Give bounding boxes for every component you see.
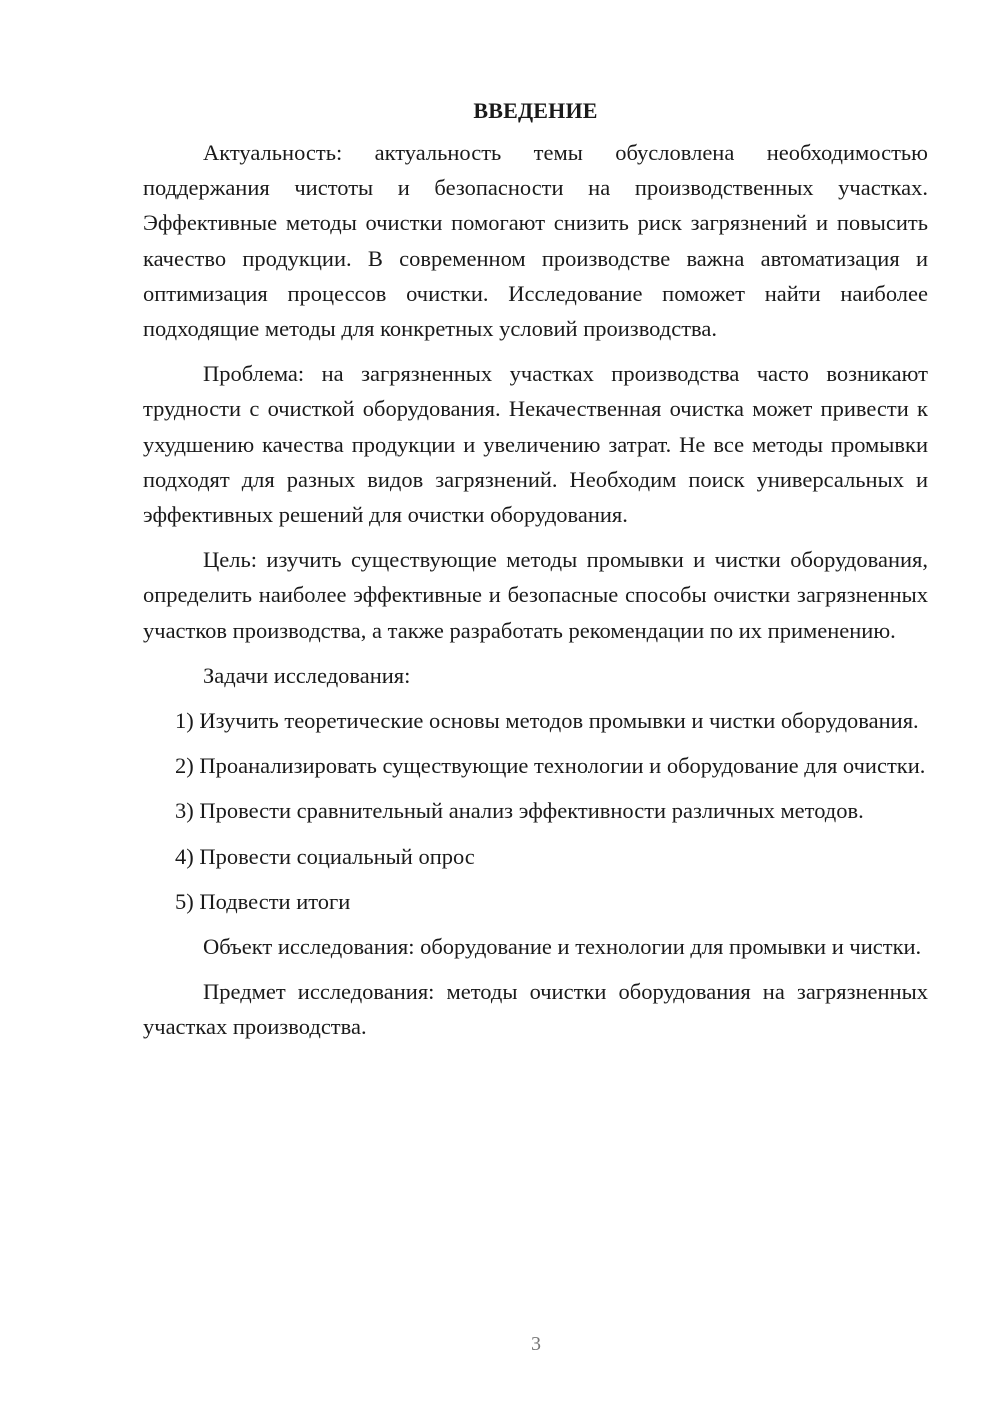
list-item: 2) Проанализировать существующие технологии и оборудование для очистки. xyxy=(175,753,926,779)
list-item: 3) Провести сравнительный анализ эффективности различных методов. xyxy=(175,798,864,824)
list-item: 1) Изучить теоретические основы методов промывки и чистки оборудования. xyxy=(175,708,919,734)
tasks-heading: Задачи исследования: xyxy=(203,662,411,688)
subject-paragraph: Предмет исследования: методы очистки оборудования на загрязненных участках производства. xyxy=(143,979,928,1040)
page-content xyxy=(143,93,928,1055)
object-paragraph: Объект исследования: оборудование и технологии для промывки и чистки. xyxy=(203,934,922,960)
page-title: ВВЕДЕНИЕ xyxy=(473,98,598,123)
page-number: 3 xyxy=(531,1333,541,1355)
tasks-list xyxy=(143,703,928,919)
list-item: 4) Провести социальный опрос xyxy=(175,843,475,869)
problem-paragraph: Проблема: на загрязненных участках производства часто возникают трудности с очисткой оборудования. Некачественная очистка может привести к ухудшению качества продукции и увеличению затрат. Не все методы промывки подходят для разных видов загрязнений. Необходим поиск универсальных и эффективных решений для очистки оборудования. xyxy=(143,361,928,528)
relevance-paragraph: Актуальность: актуальность темы обусловлена необходимостью поддержания чистоты и безопасности на производственных участках. Эффективные методы очистки помогают снизить риск загрязнений и повысить качество продукции. В современном производстве важна автоматизация и оптимизация процессов очистки. Исследование поможет найти наиболее подходящие методы для конкретных условий производства. xyxy=(143,140,928,342)
goal-paragraph: Цель: изучить существующие методы промывки и чистки оборудования, определить наиболее эффективные и безопасные способы очистки загрязненных участков производства, а также разработать рекомендации по их применению. xyxy=(143,547,928,643)
list-item: 5) Подвести итоги xyxy=(175,888,351,914)
